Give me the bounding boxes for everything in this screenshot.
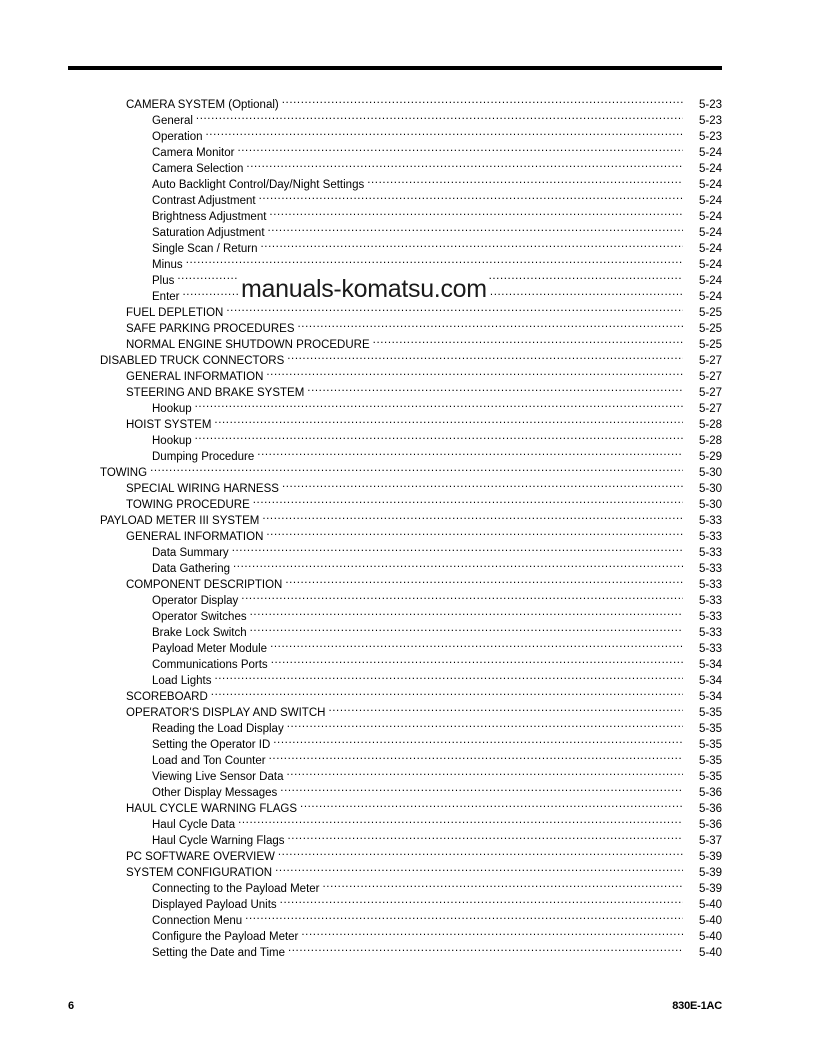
toc-entry-page: 5-24 (698, 179, 722, 191)
toc-entry-page: 5-30 (698, 499, 722, 511)
toc-leader-dots (328, 703, 683, 716)
toc-entry-title: Haul Cycle Warning Flags (152, 835, 285, 847)
toc-entry[interactable] (0, 703, 816, 719)
toc-entry-page: 5-40 (698, 947, 722, 959)
toc-entry-title: Connection Menu (152, 915, 243, 927)
toc-entry[interactable] (0, 799, 816, 815)
toc-entry[interactable] (0, 527, 816, 543)
toc-leader-dots (282, 479, 683, 492)
toc-entry[interactable] (0, 943, 816, 959)
toc-entry-page: 5-40 (698, 931, 722, 943)
header-rule (68, 66, 722, 70)
toc-leader-dots (226, 303, 683, 316)
toc-entry[interactable] (0, 479, 816, 495)
toc-entry-page: 5-36 (698, 787, 722, 799)
toc-leader-dots (196, 111, 683, 124)
toc-entry-title: Load and Ton Counter (152, 755, 266, 767)
toc-entry-title: Minus (152, 259, 183, 271)
toc-entry-page: 5-33 (698, 611, 722, 623)
toc-entry[interactable] (0, 159, 816, 175)
toc-entry[interactable] (0, 591, 816, 607)
toc-entry[interactable] (0, 303, 816, 319)
toc-entry-page: 5-35 (698, 707, 722, 719)
toc-entry[interactable] (0, 543, 816, 559)
toc-entry-title: Plus (152, 275, 175, 287)
toc-entry-page: 5-35 (698, 755, 722, 767)
toc-leader-dots (301, 927, 683, 940)
toc-entry-page: 5-24 (698, 147, 722, 159)
toc-entry-title: SAFE PARKING PROCEDURES (126, 323, 295, 335)
toc-entry[interactable] (0, 431, 816, 447)
toc-leader-dots (195, 399, 683, 412)
toc-entry-page: 5-25 (698, 307, 722, 319)
toc-entry-page: 5-34 (698, 675, 722, 687)
toc-entry-title: CAMERA SYSTEM (Optional) (126, 99, 279, 111)
toc-entry-title: Setting the Date and Time (152, 947, 285, 959)
toc-entry-title: Brake Lock Switch (152, 627, 247, 639)
toc-entry-page: 5-33 (698, 547, 722, 559)
toc-entry[interactable] (0, 735, 816, 751)
toc-leader-dots (373, 335, 683, 348)
toc-entry-page: 5-34 (698, 659, 722, 671)
toc-leader-dots (323, 879, 684, 892)
toc-entry-title: Operator Switches (152, 611, 247, 623)
toc-entry[interactable] (0, 607, 816, 623)
toc-entry-title: Dumping Procedure (152, 451, 255, 463)
toc-leader-dots (250, 607, 683, 620)
toc-leader-dots (259, 191, 683, 204)
toc-entry-title: Hookup (152, 435, 192, 447)
toc-entry[interactable] (0, 463, 816, 479)
toc-entry-title: Haul Cycle Data (152, 819, 236, 831)
toc-entry-title: TOWING (100, 467, 148, 479)
toc-entry[interactable] (0, 559, 816, 575)
toc-entry-page: 5-33 (698, 515, 722, 527)
toc-leader-dots (260, 239, 683, 252)
toc-entry-page: 5-23 (698, 99, 722, 111)
toc-entry-title: PAYLOAD METER III SYSTEM (100, 515, 260, 527)
toc-entry-page: 5-33 (698, 627, 722, 639)
footer-page-number: 6 (68, 1000, 75, 1012)
toc-entry[interactable] (0, 223, 816, 239)
toc-entry-page: 5-27 (698, 371, 722, 383)
toc-leader-dots (285, 575, 683, 588)
toc-entry-title: Operation (152, 131, 203, 143)
toc-leader-dots (269, 207, 683, 220)
toc-entry-title: GENERAL INFORMATION (126, 371, 264, 383)
toc-entry-title: Hookup (152, 403, 192, 415)
watermark-text: manuals-komatsu.com (241, 275, 487, 303)
toc-entry-title: Camera Selection (152, 163, 244, 175)
toc-entry[interactable] (0, 927, 816, 943)
toc-leader-dots (278, 847, 683, 860)
toc-leader-dots (287, 351, 683, 364)
toc-entry-page: 5-40 (698, 899, 722, 911)
toc-entry-page: 5-24 (698, 211, 722, 223)
toc-leader-dots (245, 911, 683, 924)
toc-entry-title: SCOREBOARD (126, 691, 208, 703)
toc-entry[interactable] (0, 751, 816, 767)
toc-entry-title: NORMAL ENGINE SHUTDOWN PROCEDURE (126, 339, 370, 351)
toc-entry-page: 5-23 (698, 115, 722, 127)
toc-entry-title: Data Gathering (152, 563, 230, 575)
toc-entry-title: Connecting to the Payload Meter (152, 883, 320, 895)
toc-leader-dots (266, 367, 683, 380)
toc-leader-dots (307, 383, 683, 396)
toc-entry-title: HOIST SYSTEM (126, 419, 212, 431)
toc-leader-dots (262, 511, 683, 524)
toc-entry[interactable] (0, 111, 816, 127)
toc-entry-page: 5-39 (698, 851, 722, 863)
toc-entry-page: 5-23 (698, 131, 722, 143)
toc-entry-page: 5-35 (698, 723, 722, 735)
toc-entry-page: 5-24 (698, 291, 722, 303)
toc-entry-page: 5-33 (698, 531, 722, 543)
toc-entry[interactable] (0, 175, 816, 191)
toc-entry-title: Other Display Messages (152, 787, 278, 799)
toc-leader-dots (253, 495, 683, 508)
toc-leader-dots (298, 319, 684, 332)
toc-entry-title: Saturation Adjustment (152, 227, 265, 239)
toc-entry-page: 5-39 (698, 883, 722, 895)
toc-leader-dots (250, 623, 683, 636)
toc-entry[interactable] (0, 399, 816, 415)
toc-entry[interactable] (0, 239, 816, 255)
toc-leader-dots (237, 143, 683, 156)
toc-entry[interactable] (0, 815, 816, 831)
toc-entry[interactable] (0, 911, 816, 927)
toc-entry[interactable] (0, 719, 816, 735)
toc-entry[interactable] (0, 127, 816, 143)
toc-entry[interactable] (0, 671, 816, 687)
toc-entry[interactable] (0, 319, 816, 335)
toc-entry-page: 5-24 (698, 195, 722, 207)
toc-entry-page: 5-36 (698, 803, 722, 815)
toc-leader-dots (282, 95, 683, 108)
toc-entry-title: OPERATOR'S DISPLAY AND SWITCH (126, 707, 326, 719)
toc-entry[interactable] (0, 767, 816, 783)
page-footer (0, 1000, 816, 1016)
toc-entry-page: 5-27 (698, 387, 722, 399)
toc-entry[interactable] (0, 495, 816, 511)
toc-leader-dots (257, 447, 683, 460)
toc-entry-title: DISABLED TRUCK CONNECTORS (100, 355, 285, 367)
toc-entry[interactable] (0, 351, 816, 367)
toc-entry-title: Payload Meter Module (152, 643, 268, 655)
toc-entry[interactable] (0, 447, 816, 463)
toc-leader-dots (186, 255, 683, 268)
toc-entry-page: 5-39 (698, 867, 722, 879)
toc-leader-dots (300, 799, 683, 812)
toc-entry-title: Enter (152, 291, 180, 303)
toc-leader-dots (269, 751, 683, 764)
toc-entry-page: 5-29 (698, 451, 722, 463)
toc-entry-title: General (152, 115, 193, 127)
toc-leader-dots (233, 559, 683, 572)
toc-entry-page: 5-37 (698, 835, 722, 847)
toc-leader-dots (273, 735, 683, 748)
table-of-contents (0, 95, 816, 959)
toc-entry-page: 5-27 (698, 403, 722, 415)
toc-entry-title: PC SOFTWARE OVERVIEW (126, 851, 275, 863)
toc-entry[interactable] (0, 191, 816, 207)
toc-leader-dots (280, 895, 683, 908)
toc-leader-dots (266, 527, 683, 540)
toc-entry-page: 5-35 (698, 771, 722, 783)
toc-entry[interactable] (0, 847, 816, 863)
toc-leader-dots (275, 863, 683, 876)
toc-entry-page: 5-33 (698, 579, 722, 591)
toc-leader-dots (214, 415, 683, 428)
toc-entry[interactable] (0, 783, 816, 799)
toc-entry-page: 5-34 (698, 691, 722, 703)
footer-model-number: 830E-1AC (672, 1000, 722, 1012)
toc-leader-dots (287, 719, 683, 732)
toc-entry[interactable] (0, 863, 816, 879)
toc-entry[interactable] (0, 415, 816, 431)
toc-leader-dots (288, 831, 683, 844)
toc-entry-title: GENERAL INFORMATION (126, 531, 264, 543)
toc-leader-dots (270, 639, 683, 652)
toc-entry-title: Configure the Payload Meter (152, 931, 299, 943)
toc-leader-dots (246, 159, 683, 172)
toc-entry-title: Displayed Payload Units (152, 899, 277, 911)
toc-entry[interactable] (0, 575, 816, 591)
toc-entry-page: 5-24 (698, 259, 722, 271)
toc-entry[interactable] (0, 895, 816, 911)
toc-leader-dots (288, 943, 683, 956)
toc-leader-dots (367, 175, 683, 188)
toc-leader-dots (214, 671, 683, 684)
toc-entry-title: Single Scan / Return (152, 243, 258, 255)
toc-entry-page: 5-30 (698, 467, 722, 479)
toc-entry-title: Viewing Live Sensor Data (152, 771, 284, 783)
toc-entry-title: TOWING PROCEDURE (126, 499, 250, 511)
toc-leader-dots (211, 687, 683, 700)
toc-entry[interactable] (0, 687, 816, 703)
toc-entry[interactable] (0, 95, 816, 111)
toc-leader-dots (286, 767, 683, 780)
toc-leader-dots (271, 655, 683, 668)
toc-entry-page: 5-33 (698, 643, 722, 655)
toc-entry-page: 5-24 (698, 163, 722, 175)
toc-entry[interactable] (0, 879, 816, 895)
toc-entry-page: 5-33 (698, 563, 722, 575)
toc-entry-title: Brightness Adjustment (152, 211, 267, 223)
toc-leader-dots (195, 431, 683, 444)
toc-entry[interactable] (0, 143, 816, 159)
toc-leader-dots (241, 591, 683, 604)
toc-entry[interactable] (0, 639, 816, 655)
toc-entry-page: 5-36 (698, 819, 722, 831)
toc-entry-page: 5-28 (698, 419, 722, 431)
toc-entry[interactable] (0, 383, 816, 399)
toc-entry-title: Contrast Adjustment (152, 195, 256, 207)
toc-entry-page: 5-35 (698, 739, 722, 751)
toc-entry-title: STEERING AND BRAKE SYSTEM (126, 387, 305, 399)
toc-entry-title: Reading the Load Display (152, 723, 284, 735)
toc-entry-title: SYSTEM CONFIGURATION (126, 867, 273, 879)
toc-entry[interactable] (0, 255, 816, 271)
toc-entry-page: 5-30 (698, 483, 722, 495)
toc-entry-title: SPECIAL WIRING HARNESS (126, 483, 279, 495)
toc-entry-page: 5-28 (698, 435, 722, 447)
toc-leader-dots (268, 223, 683, 236)
toc-entry-page: 5-33 (698, 595, 722, 607)
toc-entry-title: Auto Backlight Control/Day/Night Settings (152, 179, 365, 191)
toc-entry-title: Operator Display (152, 595, 239, 607)
toc-entry[interactable] (0, 831, 816, 847)
toc-entry-page: 5-40 (698, 915, 722, 927)
toc-leader-dots (280, 783, 683, 796)
toc-entry[interactable] (0, 335, 816, 351)
toc-entry-page: 5-24 (698, 243, 722, 255)
toc-leader-dots (238, 815, 683, 828)
toc-entry-page: 5-24 (698, 227, 722, 239)
toc-leader-dots (150, 463, 683, 476)
toc-entry-title: Setting the Operator ID (152, 739, 271, 751)
toc-entry-title: Data Summary (152, 547, 229, 559)
toc-entry-title: Load Lights (152, 675, 212, 687)
toc-leader-dots (206, 127, 683, 140)
toc-entry[interactable] (0, 207, 816, 223)
toc-entry-title: HAUL CYCLE WARNING FLAGS (126, 803, 298, 815)
toc-entry[interactable] (0, 655, 816, 671)
toc-entry-page: 5-27 (698, 355, 722, 367)
toc-leader-dots (232, 543, 683, 556)
toc-entry[interactable] (0, 367, 816, 383)
toc-entry-page: 5-25 (698, 339, 722, 351)
toc-entry[interactable] (0, 511, 816, 527)
toc-entry-title: COMPONENT DESCRIPTION (126, 579, 283, 591)
toc-entry-title: Camera Monitor (152, 147, 235, 159)
toc-entry[interactable] (0, 623, 816, 639)
toc-entry-title: Communications Ports (152, 659, 268, 671)
toc-entry-title: FUEL DEPLETION (126, 307, 224, 319)
toc-entry-page: 5-25 (698, 323, 722, 335)
toc-entry-page: 5-24 (698, 275, 722, 287)
